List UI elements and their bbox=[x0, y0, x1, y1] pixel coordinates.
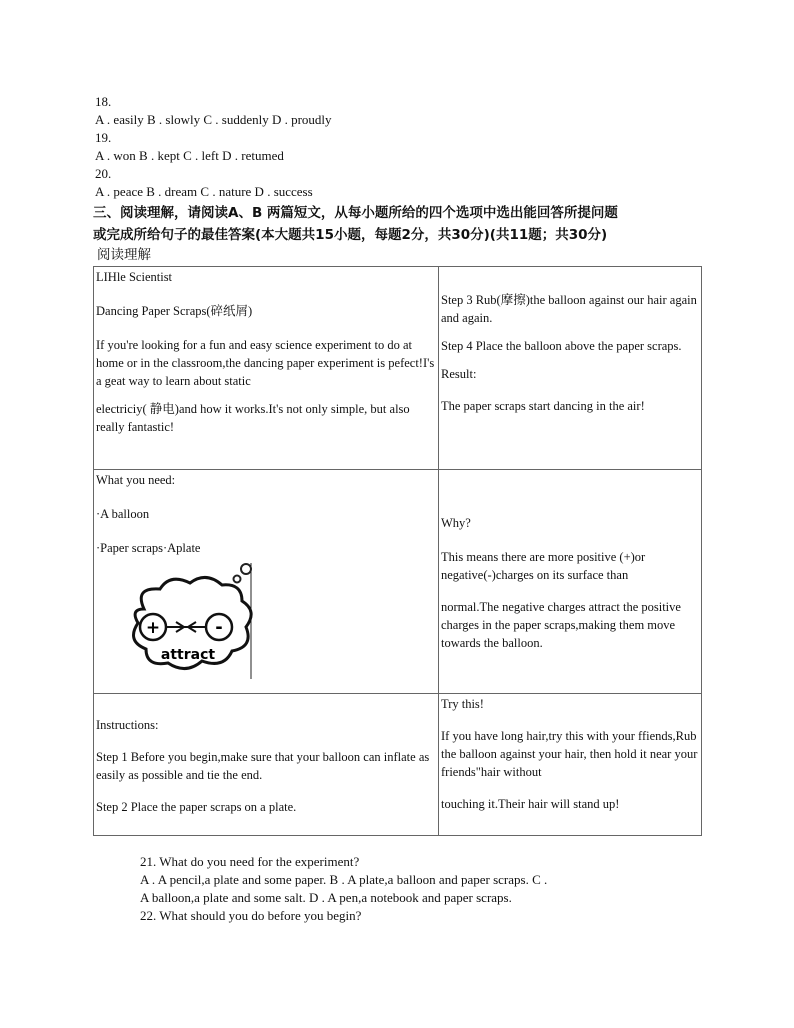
reading-passage-table bbox=[93, 266, 702, 836]
try-paragraph-1: If you have long hair,try this with your ffiends,Rub the balloon against your hair, then hold it near your friends"hair without bbox=[441, 729, 698, 779]
attract-label: attract bbox=[160, 647, 216, 663]
intro-paragraph-1: If you're looking for a fun and easy science experiment to do at home or in the classroom,the dancing paper experiment is pefect!I's a geat way to learn about static bbox=[96, 338, 435, 388]
cell-try-this bbox=[439, 694, 702, 836]
try-this-label: Try this! bbox=[441, 697, 484, 711]
why-paragraph-2: normal.The negative charges attract the positive charges in the paper scraps,making them move towards the balloon. bbox=[441, 600, 681, 650]
question-22: 22. What should you do before you begin? bbox=[140, 908, 362, 923]
attract-charges-illustration bbox=[96, 561, 276, 681]
try-paragraph-2: touching it.Their hair will stand up! bbox=[441, 797, 620, 811]
question-18-number: 18. bbox=[95, 94, 112, 109]
question-20-options: A . peace B . dream C . nature D . success bbox=[95, 184, 313, 199]
cell-intro bbox=[94, 267, 439, 470]
section-heading-line1: 三、阅读理解，请阅读A、B 两篇短文，从每小题所给的四个选项中选出能回答所提问题 bbox=[93, 205, 618, 221]
result-text: The paper scraps start dancing in the air! bbox=[441, 399, 645, 413]
cell-materials bbox=[94, 470, 439, 694]
question-21-options-line1: A . A pencil,a plate and some paper. B . A plate,a balloon and paper scraps. C . bbox=[140, 872, 548, 887]
section-heading-line2: 或完成所给句子的最佳答案(本大题共15小题，每题2分，共30分)(共11题；共30分) bbox=[93, 227, 608, 243]
section-subheading: 阅读理解 bbox=[97, 247, 151, 263]
question-21-options-line2: A balloon,a plate and some salt. D . A pen,a notebook and paper scraps. bbox=[140, 890, 512, 905]
question-21: 21. What do you need for the experiment? bbox=[140, 854, 360, 869]
cell-explanation bbox=[439, 470, 702, 694]
question-18-options: A . easily B . slowly C . suddenly D . proudly bbox=[95, 112, 332, 127]
question-19-number: 19. bbox=[95, 130, 112, 145]
cell-steps-result bbox=[439, 267, 702, 470]
question-19-options: A . won B . kept C . left D . retumed bbox=[95, 148, 284, 163]
questions-section bbox=[140, 853, 547, 925]
step-4: Step 4 Place the balloon above the paper scraps. bbox=[441, 339, 682, 353]
why-label: Why? bbox=[441, 516, 471, 530]
negative-sign: - bbox=[215, 617, 223, 638]
question-20-number: 20. bbox=[95, 166, 112, 181]
passage-series-title: LIHle Scientist bbox=[96, 270, 173, 284]
material-balloon: ·A balloon bbox=[96, 507, 150, 521]
step-3: Step 3 Rub(摩擦)the balloon against our hair again and again. bbox=[441, 293, 697, 325]
passage-title: Dancing Paper Scraps(碎纸屑) bbox=[96, 304, 253, 318]
step-2: Step 2 Place the paper scraps on a plate. bbox=[96, 800, 297, 814]
why-paragraph-1: This means there are more positive (+)or negative(-)charges on its surface than bbox=[441, 550, 646, 582]
materials-label: What you need: bbox=[96, 473, 176, 487]
positive-sign: + bbox=[145, 618, 161, 638]
step-1: Step 1 Before you begin,make sure that your balloon can inflate as easily as possible and tie the end. bbox=[96, 750, 430, 782]
result-label: Result: bbox=[441, 367, 477, 381]
material-scraps-plate: ·Paper scraps·Aplate bbox=[96, 541, 201, 555]
instructions-label: Instructions: bbox=[96, 718, 159, 732]
intro-paragraph-2: electriciy( 静电)and how it works.It's not only simple, but also really fantastic! bbox=[96, 402, 410, 434]
cell-instructions bbox=[94, 694, 439, 836]
